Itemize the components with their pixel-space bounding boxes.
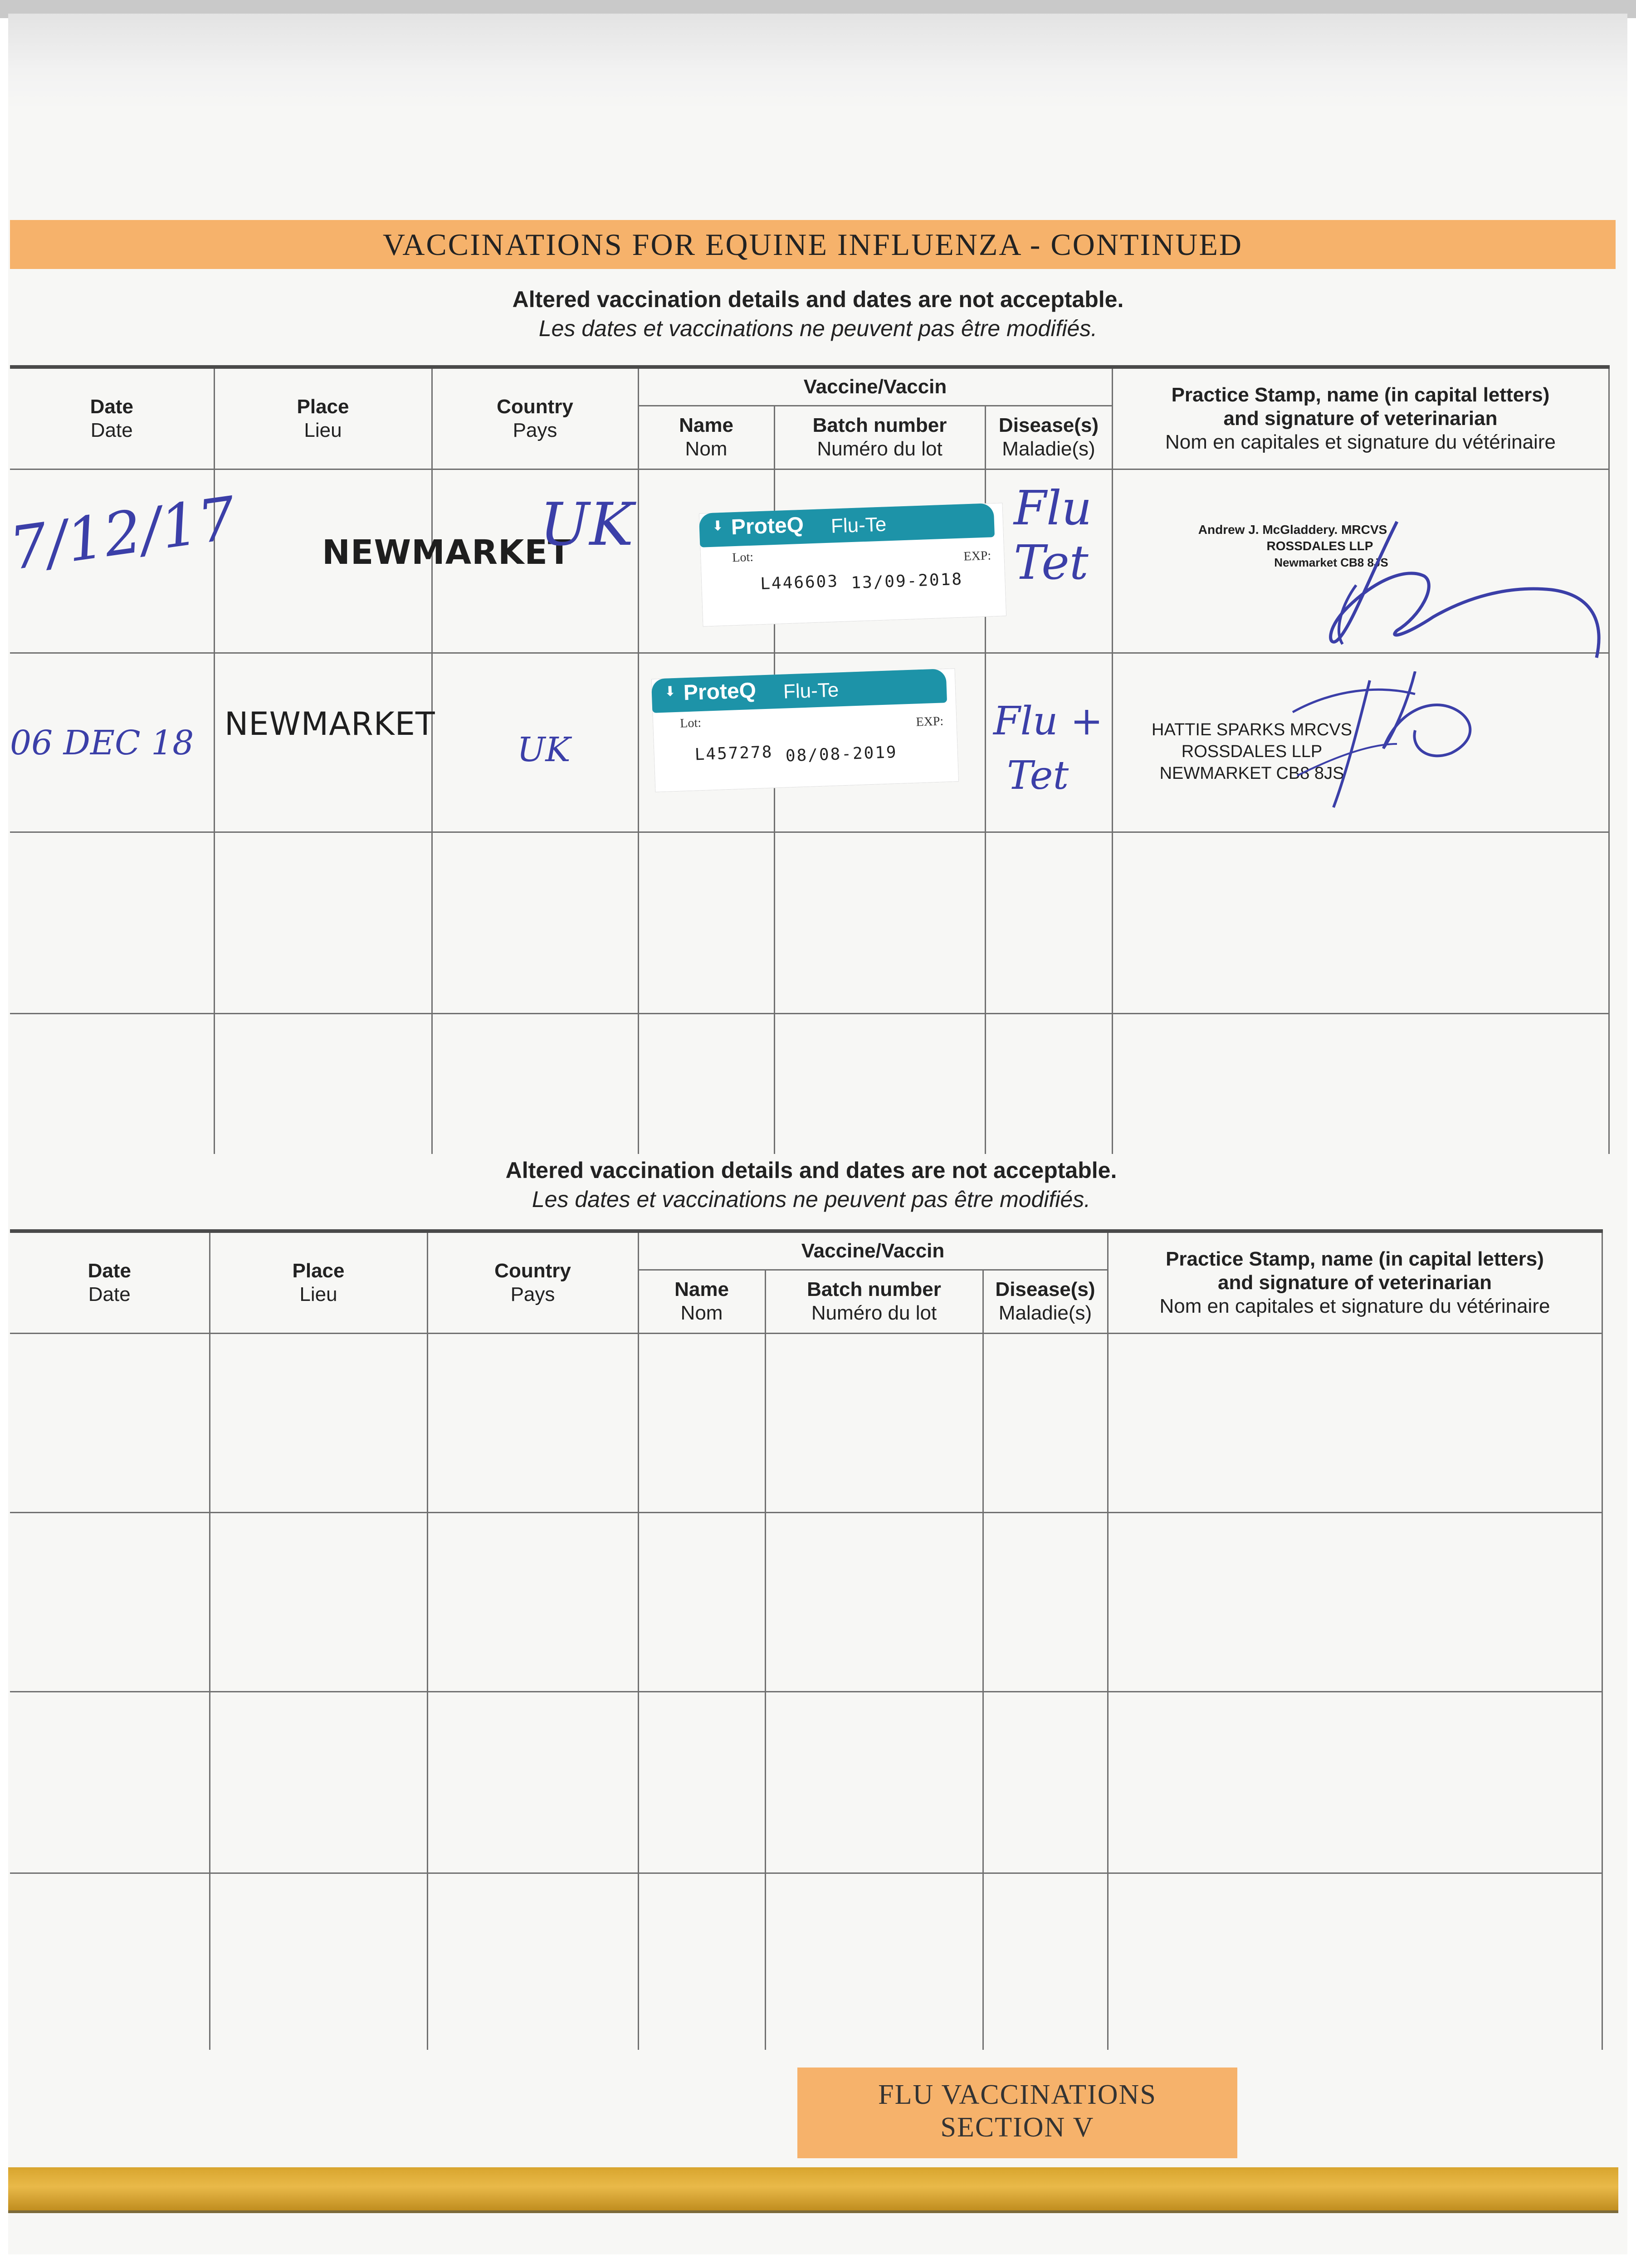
sticker-lot: L457278 [694,743,774,764]
header-place: Place Lieu [210,1231,427,1333]
notice-fr: Les dates et vaccinations ne peuvent pas être modifiés. [538,316,1098,341]
table-row [10,1333,1602,1512]
notice-bottom [0,1156,1629,1214]
section-label-line2: SECTION V [940,2112,1094,2143]
table-row [10,1691,1602,1873]
entry1-date: 7/12/17 [5,483,240,584]
header-vaccine: Vaccine/Vaccin [638,1231,1108,1270]
entry2-date: 06 DEC 18 [10,723,194,763]
section-label-line1: FLU VACCINATIONS [878,2079,1157,2110]
sticker-product: Flu-Te [783,679,840,703]
sticker-lot: L446603 [760,572,839,594]
table-row [10,1873,1602,2050]
sticker-exp-label: EXP: [963,548,991,564]
entry1-place: NEWMARKET [322,533,571,572]
header-vaccine: Vaccine/Vaccin [638,367,1112,406]
footer-line [8,2210,1618,2213]
vaccination-table-bottom [10,1229,1603,2050]
header-place: Place Lieu [214,367,432,469]
sticker-brand: ProteQ [731,513,804,540]
table-row [10,1013,1609,1154]
entry2-place: NEWMARKET [225,705,435,743]
notice-top [0,285,1636,343]
sticker-exp-label: EXP: [915,714,944,729]
page-title: VACCINATIONS FOR EQUINE INFLUENZA - CONTINUED [382,227,1243,262]
table-row [10,1512,1602,1691]
header-name: Name Nom [638,1270,765,1333]
entry1-disease: Flu Tet [1014,480,1092,590]
sticker-lot-label: Lot: [732,550,754,565]
header-practice: Practice Stamp, name (in capital letters) and signature of veterinarian Nom en capitales et signature du vétérinaire [1112,367,1609,469]
entry2-signature [1279,671,1515,816]
header-batch: Batch number Numéro du lot [765,1270,983,1333]
sticker-lot-label: Lot: [679,715,702,731]
sticker-product: Flu-Te [830,513,887,538]
header-disease: Disease(s) Maladie(s) [985,406,1112,469]
sticker-exp: 13/09-2018 [850,570,963,593]
drop-icon: ⬇ [664,684,676,699]
entry2-disease: Flu + Tet [993,699,1103,798]
notice-en: Altered vaccination details and dates are not acceptable. [512,287,1124,312]
header-batch: Batch number Numéro du lot [774,406,985,469]
header-date: Date Date [10,1231,210,1333]
page-fold-shadow [8,14,1627,109]
table-row [10,832,1609,1013]
header-name: Name Nom [638,406,774,469]
title-banner [10,220,1616,269]
notice-fr: Les dates et vaccinations ne peuvent pas être modifiés. [532,1187,1091,1212]
section-label [797,2068,1237,2158]
footer-band [8,2167,1618,2210]
entry1-vaccine-sticker [699,503,1006,626]
entry2-vet-stamp: HATTIE SPARKS MRCVS ROSSDALES LLP NEWMARKET CB8 8JS [1152,720,1352,783]
drop-icon: ⬇ [712,518,724,534]
header-country: Country Pays [432,367,638,469]
notice-en: Altered vaccination details and dates are not acceptable. [505,1158,1117,1183]
header-country: Country Pays [427,1231,638,1333]
sticker-exp: 08/08-2019 [785,743,898,766]
entry1-vet-stamp: Andrew J. McGladdery. MRCVS ROSSDALES LLP Newmarket CB8 8JS [1198,523,1388,569]
entry1-country: UK [540,490,634,559]
sticker-brand: ProteQ [683,678,757,705]
header-practice: Practice Stamp, name (in capital letters) and signature of veterinarian Nom en capitales et signature du vétérinaire [1108,1231,1602,1333]
entry2-country: UK [517,730,571,769]
header-disease: Disease(s) Maladie(s) [983,1270,1108,1333]
header-date: Date Date [10,367,214,469]
entry2-vaccine-sticker [651,668,959,792]
